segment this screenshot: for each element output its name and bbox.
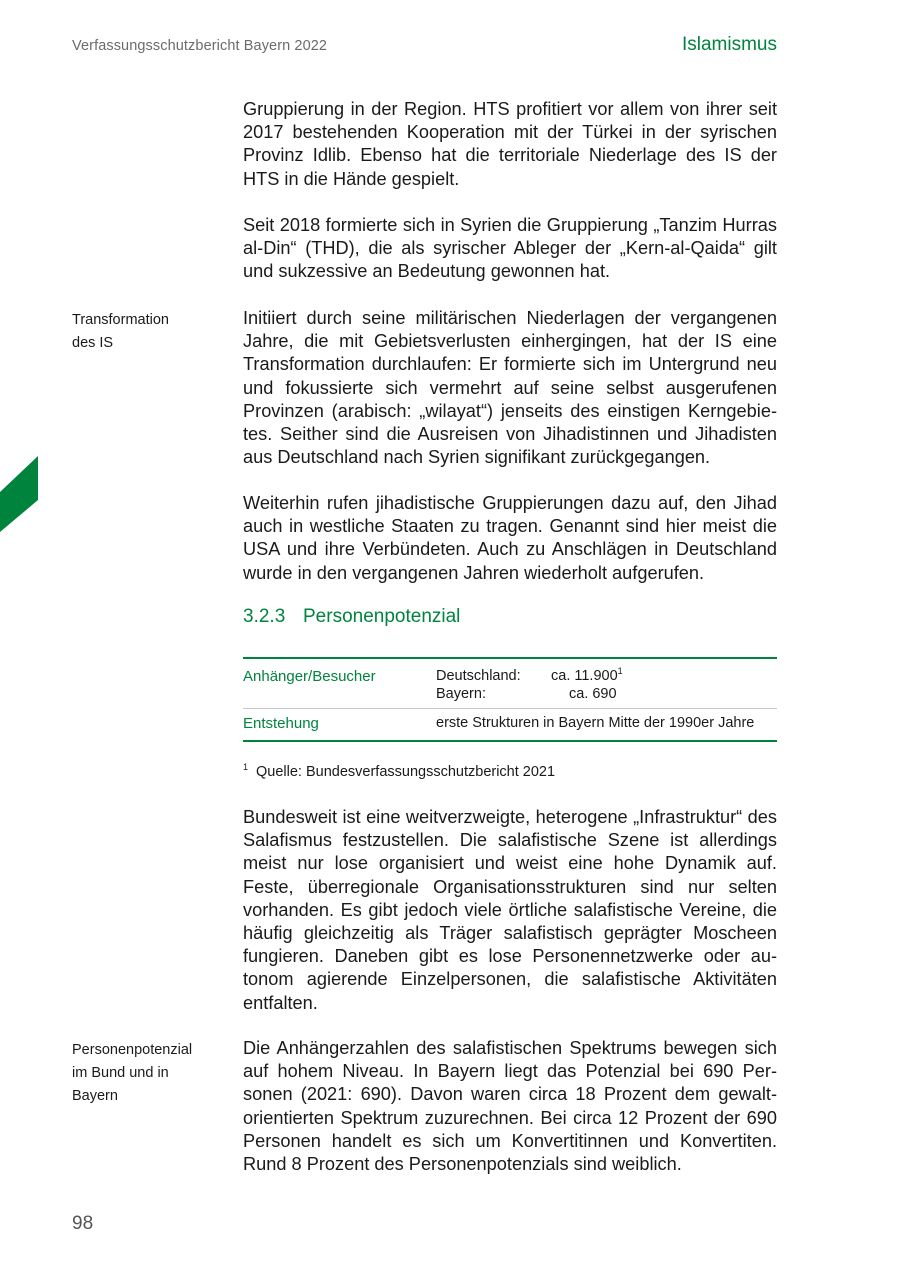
paragraph-text: Initiiert durch seine militärischen Niederlagen der vergangenen Jahre, die mit Gebietsverlusten einhergingen, hat der IS eine Transformation durchlaufen: Er formierte sich im Untergrund neu und fokussierte sich vermehrt auf seine selbst ausgerufenen Provinzen (arabisch: „wilayat“) jenseits des einstigen Kerngebietes. Seither sind die Ausreisen von Jihadistinnen und Jihadisten aus Deutschland nach Syrien signifikant zurückgegangen. [243, 308, 777, 468]
paragraph-text: Gruppierung in der Region. HTS profitiert vor allem von ihrer seit 2017 bestehenden Kooperation mit der Türkei in der syrischen Provinz Idlib. Ebenso hat die territoriale Niederlage des IS der HTS in die Hände gespielt. [243, 99, 777, 189]
footnote-marker: 1 [243, 762, 249, 773]
paragraph-text: Seit 2018 formierte sich in Syrien die Gruppierung „Tanzim Hurras al-Din“ (THD), die als syrischer Ableger der „Kern-al-Qaida“ gilt und sukzessive an Bedeutung gewonnen hat. [243, 215, 777, 282]
footnote [243, 764, 555, 780]
chapter-title: Islamismus [681, 34, 777, 55]
margin-note-line: Personenpotenzial [72, 1042, 193, 1058]
value-bavaria: ca. 690 [569, 686, 617, 702]
region-bavaria: Bayern: [436, 686, 486, 702]
paragraph-anhaengerzahlen [243, 1037, 777, 1176]
margin-note-line: im Bund und in [72, 1065, 169, 1081]
value-germany-text: ca. 11.900 [551, 668, 618, 684]
margin-note-personenpotenzial [72, 1039, 212, 1108]
paragraph-text: Bundesweit ist eine weitverzweigte, heterogene „Infrastruktur“ des Salafismus festzustellen. Die salafistische Szene ist allerdings meist nur lose organisiert und weist eine hohe Dynamik auf. Feste, überregionale Organisationsstrukturen sind nur selten vorhanden. Es gibt jedoch viele örtliche salafistische Vereine, die häufig gleichzeitig als Träger salafistisch geprägter Moscheen fungieren. Daneben gibt es lose Personennetzwerke oder autonom agierende Einzelpersonen, die salafistische Aktivitäten entfalten. [243, 807, 777, 1013]
paragraph-infrastruktur [243, 806, 777, 1015]
running-header-title: Verfassungsschutzbericht Bayern 2022 [72, 38, 328, 54]
paragraph-transformation [243, 307, 777, 469]
section-title: Personenpotenzial [303, 606, 461, 627]
chapter-marker-tab [0, 456, 38, 532]
margin-note-line: Bayern [72, 1088, 118, 1104]
table-row-anhaenger [243, 659, 777, 709]
paragraph-jihad-calls [243, 492, 777, 585]
margin-note-line: des IS [72, 335, 114, 351]
paragraph-text: Die Anhängerzahlen des salafistischen Spektrums bewegen sich auf hohem Niveau. In Bayern liegt das Potenzial bei 690 Personen (2021: 690). Davon waren circa 18 Prozent dem gewaltorientierten Spektrum zuzurechnen. Bei circa 12 Prozent der 690 Personen handelt es sich um Konvertitinnen und Konvertiten. Rund 8 Prozent des Personenpotenzials sind weiblich. [243, 1038, 777, 1175]
row-label: Anhänger/Besucher [243, 668, 376, 685]
margin-note-line: Transformation [72, 312, 169, 328]
origin-value: erste Strukturen in Bayern Mitte der 1990er Jahre [436, 715, 755, 731]
page-number: 98 [72, 1213, 94, 1234]
paragraph-hts [243, 98, 777, 191]
footnote-text: Quelle: Bundesverfassungsschutzbericht 2021 [256, 764, 556, 780]
section-number: 3.2.3 [243, 606, 286, 627]
row-label: Entstehung [243, 715, 319, 732]
personenpotenzial-table [243, 657, 777, 742]
margin-note-transformation [72, 309, 212, 355]
table-row-entstehung [243, 709, 777, 740]
footnote-ref: 1 [617, 666, 623, 677]
paragraph-thd [243, 214, 777, 284]
paragraph-text: Weiterhin rufen jihadistische Gruppierungen dazu auf, den Jihad auch in westliche Staaten zu tragen. Genannt sind hier meist die USA und ihre Verbündeten. Auch zu Anschlägen in Deutschland wurde in den vergangenen Jahren wiederholt aufgerufen. [243, 493, 777, 583]
region-germany: Deutschland: [436, 668, 521, 684]
value-germany [551, 668, 623, 684]
section-heading [243, 606, 460, 628]
